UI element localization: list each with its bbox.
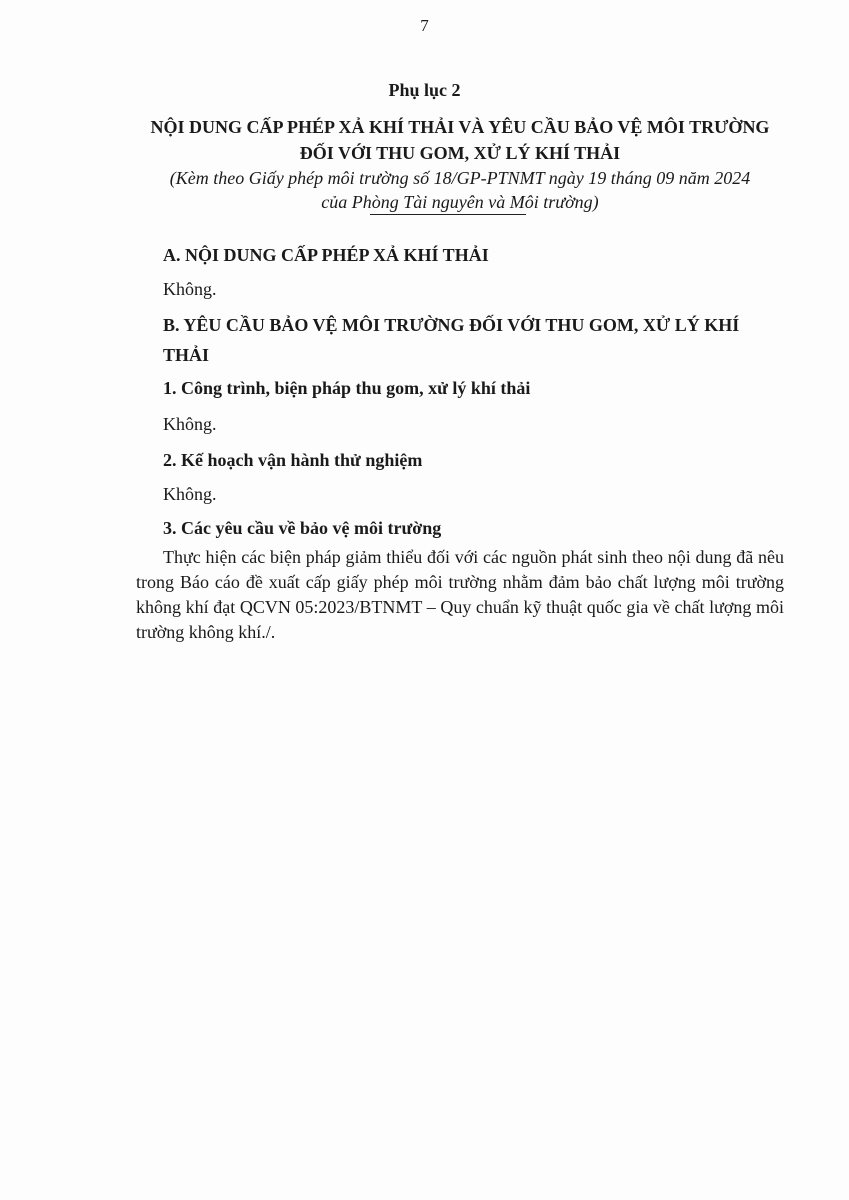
item-2-text: Không. xyxy=(163,484,217,504)
appendix-title: Phụ lục 2 xyxy=(388,80,461,100)
item-1-text: Không. xyxy=(163,414,217,434)
item-1-heading: 1. Công trình, biện pháp thu gom, xử lý khí thải xyxy=(163,378,531,398)
document-subtitle xyxy=(110,166,810,214)
main-title xyxy=(110,114,810,166)
subtitle-line-1: (Kèm theo Giấy phép môi trường số 18/GP-PTNMT ngày 19 tháng 09 năm 2024 xyxy=(169,168,751,188)
item-2-heading: 2. Kế hoạch vận hành thử nghiệm xyxy=(163,450,423,470)
document-body xyxy=(136,240,784,645)
title-divider xyxy=(370,214,526,215)
main-title-line-2: ĐỐI VỚI THU GOM, XỬ LÝ KHÍ THẢI xyxy=(299,143,621,163)
section-a-text: Không. xyxy=(163,279,217,299)
item-3-heading: 3. Các yêu cầu về bảo vệ môi trường xyxy=(163,518,442,538)
item-3-text: Thực hiện các biện pháp giảm thiểu đối với các nguồn phát sinh theo nội dung đã nêu trong Báo cáo đề xuất cấp giấy phép môi trường nhằm đảm bảo chất lượng môi trường không khí đạt QCVN 05:2023/BTNMT – Quy chuẩn kỹ thuật quốc gia về chất lượng môi trường không khí./. xyxy=(136,547,784,642)
main-title-line-1: NỘI DUNG CẤP PHÉP XẢ KHÍ THẢI VÀ YÊU CẦU BẢO VỆ MÔI TRƯỜNG xyxy=(150,117,770,137)
subtitle-line-2: của Phòng Tài nguyên và Môi trường) xyxy=(321,192,599,212)
section-b-heading: B. YÊU CẦU BẢO VỆ MÔI TRƯỜNG ĐỐI VỚI THU GOM, XỬ LÝ KHÍ THẢI xyxy=(163,315,740,365)
page-number: 7 xyxy=(420,16,429,35)
section-a-heading: A. NỘI DUNG CẤP PHÉP XẢ KHÍ THẢI xyxy=(163,245,489,265)
